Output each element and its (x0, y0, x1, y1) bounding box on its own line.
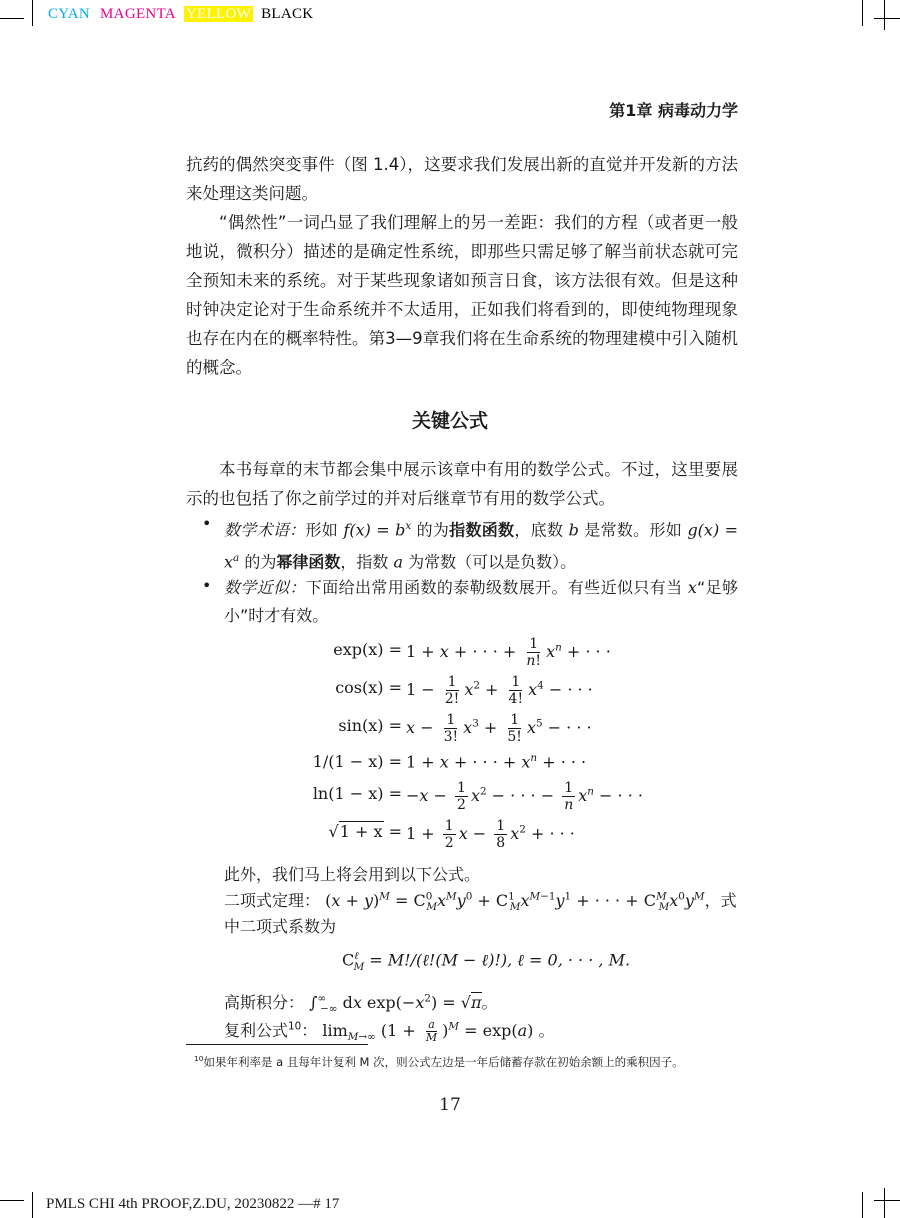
text: 是常数。形如 (578, 520, 688, 540)
gauss-label: 高斯积分： (224, 993, 305, 1012)
binomial-label: 二项式定理： (224, 891, 321, 910)
eq-lhs: 1/(1 − x) = (312, 752, 402, 771)
text: 的为 (411, 520, 450, 540)
math-sup: a (233, 552, 240, 565)
after-text: 此外，我们马上将会用到以下公式。 (224, 865, 481, 884)
section-title: 关键公式 (411, 410, 488, 432)
math-expr: g(x) = x (224, 520, 738, 572)
eq-geometric (0, 750, 900, 774)
crop-mark (862, 0, 863, 26)
math-expr: x (687, 578, 697, 597)
section-intro: 本书每章的末节都会集中展示该章中有用的数学公式。不过，这里要展示的也包括了你之前学过的并对后继章节有用的数学公式。 (186, 460, 738, 508)
text: 下面给出常用函数的泰勒级数展开。有些近似只有当 (305, 578, 688, 597)
text: ，指数 (340, 552, 394, 572)
eq-rhs: −x − $\frac{1}{2}$ $x^2$ − · · · − $\frac{1}{n}$ $x^n$ − · · · (406, 780, 643, 813)
binomial-coefficient: $C^\ell_M$ = M!/(ℓ!(M − ℓ)!), ℓ = 0, · · · , M. (342, 950, 631, 973)
intro-paragraph-1: 抗药的偶然突变事件（图 1.4），这要求我们发展出新的直觉并开发新的方法来处理这类问题。 (186, 155, 738, 203)
compound-formula: $\lim_{M\to\infty} (1$ + $\frac{a}{M}$ )$^M$ = exp(a) 。 (322, 1018, 555, 1044)
crop-mark (32, 0, 33, 26)
text: 形如 (305, 520, 344, 540)
bold-term: 幂律函数 (276, 552, 341, 572)
proof-color-bar (46, 6, 321, 23)
text: ，底数 (514, 520, 569, 540)
intro-paragraph-2: “偶然性”一词凸显了我们理解上的另一差距：我们的方程（或者更一般地说，微积分）描述的是确定性系统，即那些只需足够了解当前状态就可完全预知未来的系统。对于某些现象诸如预言日食，该方法很有效。但是这种时钟决定论对于生命系统并不太适用，正如我们将看到的，即使纯物理现象也存在内在的概率特性。第3—9章我们将在生命系统的物理建模中引入随机的概念。 (186, 213, 738, 377)
sqrt-radicand: 1 + x (339, 822, 383, 841)
binomial-formula: $(x + y)^M = C^0_Mx^My^0 + C^1_Mx^{M-1}y^1$ + · · · + $C^M_Mx^0y^M$ (325, 890, 705, 914)
eq-lhs: ln(1 − x) = (312, 784, 402, 803)
crop-mark (884, 1188, 885, 1218)
eq-sqrt (0, 818, 900, 851)
math-expr: f(x) = b (343, 520, 406, 540)
eq-exp (0, 636, 900, 669)
eq-rhs: x − $\frac{1}{3!}$ $x^3$ + $\frac{1}{5!}$ $x^5$ − · · · (406, 712, 592, 745)
text: 的为 (239, 552, 277, 572)
math-expr: b (568, 520, 579, 540)
footnote (194, 1054, 684, 1070)
math-expr: a (393, 552, 403, 572)
crop-mark (874, 1200, 900, 1201)
footnote-rule (186, 1044, 368, 1045)
eq-sin (0, 712, 900, 745)
crop-mark (884, 0, 885, 30)
footnote-text: 如果年利率是 a 且每年计复利 M 次，则公式左边是一年后储蓄存款在初始余额上的乘积因子。 (203, 1055, 684, 1069)
eq-rhs: 1 − $\frac{1}{2!}$ $x^2$ + $\frac{1}{4!}$ $x^4$ − · · · (406, 674, 593, 707)
running-head: 第1章 病毒动力学 (609, 101, 738, 120)
compound-interest (224, 1018, 554, 1044)
text: “足够小”时才有效。 (224, 578, 738, 625)
eq-rhs: 1 + x + · · · + $\frac{1}{n!}$ $x^n$ + · · · (406, 636, 611, 669)
gauss-integral (224, 990, 498, 1015)
binomial-theorem (224, 888, 737, 913)
eq-lhs: exp(x) = (333, 640, 402, 659)
term-label: 数学近似： (224, 578, 306, 597)
magenta-label: MAGENTA (100, 6, 176, 22)
gauss-formula: $\int^\infty_{-\infty}$ dx $\exp(-x^2) = √\pi$。 (309, 992, 498, 1016)
binomial-tail: ，式 (704, 891, 737, 910)
bullet-math-terms (224, 512, 738, 577)
crop-mark (874, 18, 900, 19)
bullet-math-approx (224, 574, 738, 630)
bold-term: 指数函数 (449, 520, 515, 540)
compound-colon: ： (301, 1021, 318, 1040)
crop-mark (0, 1200, 24, 1201)
footnote-ref[interactable]: 10 (288, 1020, 302, 1033)
crop-mark (32, 1192, 33, 1218)
eq-lhs: sin(x) = (338, 716, 402, 735)
binomial-coeff-expr: M!/(ℓ!(M − ℓ)!), ℓ = 0, · · · , M. (387, 950, 631, 970)
footnote-mark: 10 (194, 1054, 204, 1064)
text: 为常数（可以是负数）。 (402, 552, 577, 572)
crop-mark (862, 1192, 863, 1218)
bullet-dot: • (202, 576, 212, 595)
eq-log (0, 780, 900, 813)
bullet-dot: • (202, 514, 212, 533)
eq-rhs: 1 + $\frac{1}{2}$ x − $\frac{1}{8}$ $x^2$ + · · · (406, 818, 575, 851)
cyan-label: CYAN (48, 6, 91, 22)
page-number: 17 (439, 1095, 461, 1115)
crop-mark (0, 18, 24, 19)
binomial-line-2: 中二项式系数为 (224, 917, 337, 936)
math-sup: x (405, 520, 412, 532)
yellow-label: YELLOW (185, 6, 252, 22)
eq-rhs: 1 + x + · · · + $x^n$ + · · · (406, 752, 587, 772)
eq-cos (0, 674, 900, 707)
proof-slug: PMLS CHI 4th PROOF,Z.DU, 20230822 —# 17 (46, 1196, 340, 1212)
eq-lhs: √1 + x = (328, 822, 402, 841)
eq-lhs: cos(x) = (335, 678, 402, 697)
black-label: BLACK (261, 6, 314, 22)
term-label: 数学术语： (224, 520, 306, 540)
compound-label: 复利公式 (224, 1021, 289, 1040)
equals-sign: = (388, 822, 402, 841)
